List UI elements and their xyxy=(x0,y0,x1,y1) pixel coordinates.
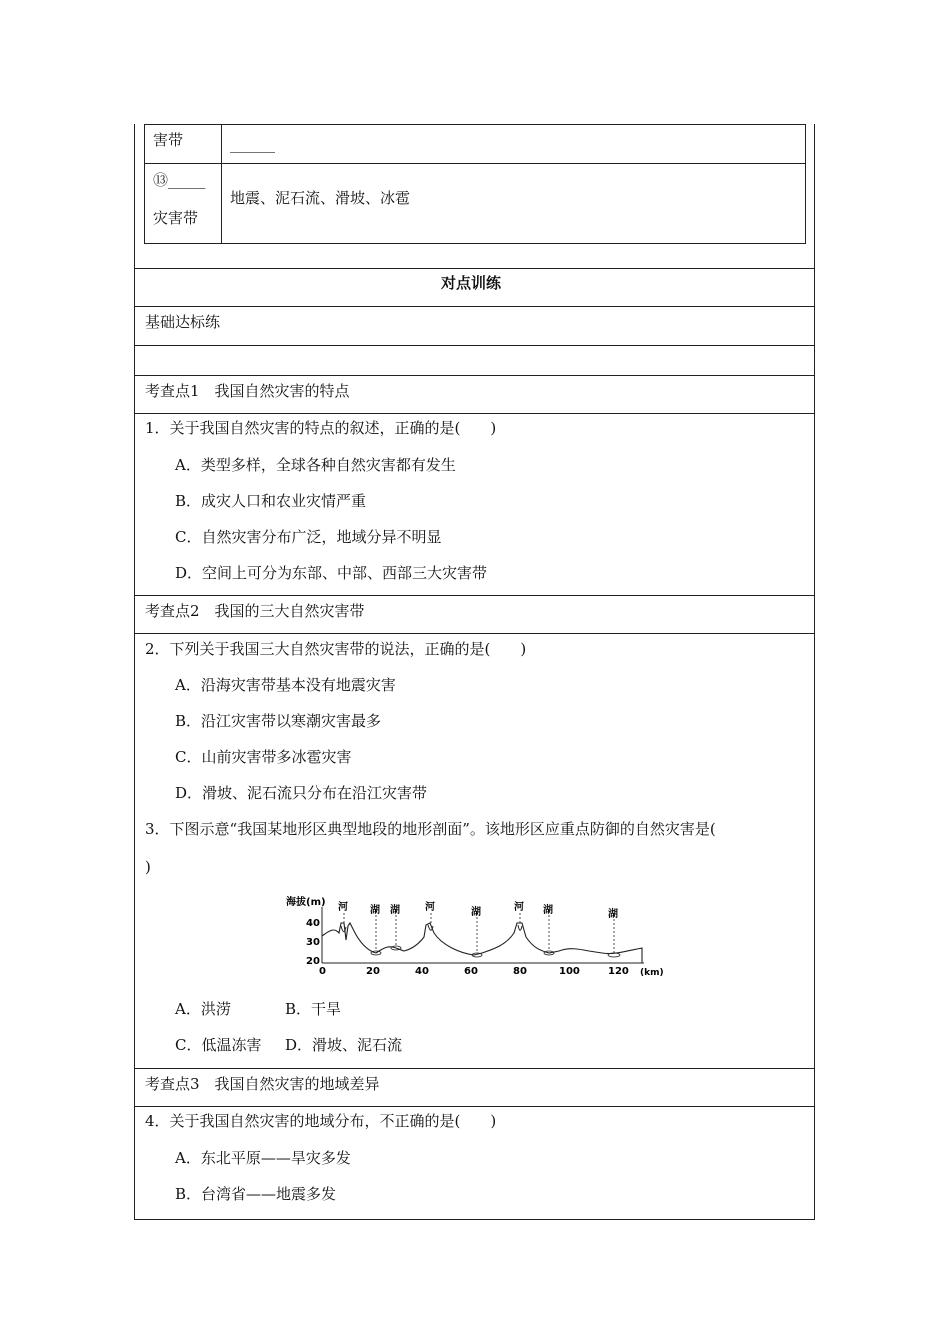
row1-blank: ______ xyxy=(230,135,275,153)
question-3-option-d: D．滑坡、泥石流 xyxy=(285,1036,403,1054)
xtick-0: 0 xyxy=(319,966,326,977)
question-2-option-d: D．滑坡、泥石流只分布在沿江灾害带 xyxy=(175,784,428,802)
river-1 xyxy=(341,926,346,932)
question-4-option-b: B．台湾省——地震多发 xyxy=(175,1185,337,1203)
question-3-option-b: B．干旱 xyxy=(285,1000,342,1018)
question-4-option-a: A．东北平原——旱灾多发 xyxy=(175,1149,351,1167)
feature-lake-1: 湖 xyxy=(370,905,380,916)
table-divider xyxy=(134,595,815,596)
profile-ylabel: 海拔(m) xyxy=(286,897,326,908)
question-1-option-c: C．自然灾害分布广泛，地域分异不明显 xyxy=(175,528,442,546)
question-1-stem: 1．关于我国自然灾害的特点的叙述，正确的是( ) xyxy=(145,419,497,437)
river-2 xyxy=(428,925,433,930)
xtick-20: 20 xyxy=(366,966,380,977)
feature-river-1: 河 xyxy=(338,902,348,913)
row2-label xyxy=(153,170,206,190)
question-2-stem: 2．下列关于我国三大自然灾害带的说法，正确的是( ) xyxy=(145,640,527,658)
question-3-option-a: A．洪涝 xyxy=(175,1000,231,1018)
section-title: 对点训练 xyxy=(441,274,502,292)
subsection-title: 基础达标练 xyxy=(145,313,221,331)
row2-label-line2: 灾害带 xyxy=(153,209,199,227)
question-1-option-b: B．成灾人口和农业灾情严重 xyxy=(175,492,367,510)
feature-river-3: 河 xyxy=(514,902,524,913)
question-1-option-d: D．空间上可分为东部、中部、西部三大灾害带 xyxy=(175,564,488,582)
xtick-60: 60 xyxy=(464,966,478,977)
circled-number: ⑬ xyxy=(153,171,169,189)
table-divider xyxy=(134,1068,815,1069)
question-2-option-a: A．沿海灾害带基本没有地震灾害 xyxy=(175,676,396,694)
ytick-30: 30 xyxy=(306,937,320,948)
row1-label: 害带 xyxy=(153,131,184,149)
terrain-profile-figure xyxy=(284,893,669,983)
xaxis-unit: (km) xyxy=(640,968,664,978)
table-divider xyxy=(145,163,805,164)
terrain-line xyxy=(322,923,642,963)
ytick-20: 20 xyxy=(306,956,320,967)
xtick-40: 40 xyxy=(415,966,429,977)
question-4-stem: 4．关于我国自然灾害的地域分布，不正确的是( ) xyxy=(145,1112,497,1130)
table-divider xyxy=(134,345,815,346)
ytick-40: 40 xyxy=(306,918,320,929)
feature-lake-5: 湖 xyxy=(608,909,618,920)
river-3 xyxy=(518,925,522,930)
question-1-option-a: A．类型多样，全球各种自然灾害都有发生 xyxy=(175,456,456,474)
feature-river-2: 河 xyxy=(425,902,435,913)
feature-lake-3: 湖 xyxy=(471,907,481,918)
question-3-option-c: C．低温冻害 xyxy=(175,1036,262,1054)
xtick-120: 120 xyxy=(608,966,629,977)
row2-content: 地震、泥石流、滑坡、冰雹 xyxy=(230,189,411,207)
feature-lake-4: 湖 xyxy=(543,905,553,916)
knowledge-point-1: 考查点1 我国自然灾害的特点 xyxy=(145,382,350,400)
xtick-80: 80 xyxy=(513,966,527,977)
table-divider xyxy=(134,306,815,307)
table-divider xyxy=(134,413,815,414)
question-2-option-c: C．山前灾害带多冰雹灾害 xyxy=(175,748,352,766)
knowledge-point-3: 考查点3 我国自然灾害的地域差异 xyxy=(145,1075,380,1093)
table-divider xyxy=(134,1106,815,1107)
table-divider xyxy=(134,268,815,269)
feature-lake-2: 湖 xyxy=(390,905,400,916)
table-divider xyxy=(134,375,815,376)
question-3-stem-end: ) xyxy=(145,858,151,876)
xtick-100: 100 xyxy=(559,966,580,977)
question-3-stem: 3．下图示意“我国某地形区典型地段的地形剖面”。该地形区应重点防御的自然灾害是( xyxy=(145,820,716,838)
knowledge-point-2: 考查点2 我国的三大自然灾害带 xyxy=(145,602,365,620)
answer-blank: _____ xyxy=(168,171,206,189)
table-divider xyxy=(134,633,815,634)
question-2-option-b: B．沿江灾害带以寒潮灾害最多 xyxy=(175,712,382,730)
